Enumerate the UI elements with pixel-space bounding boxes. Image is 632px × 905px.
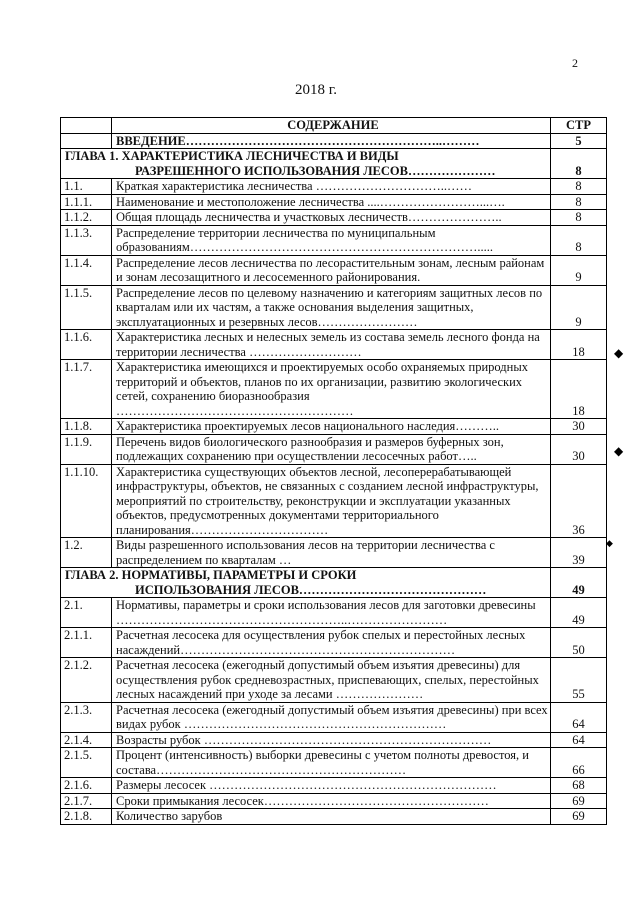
table-row: [61, 702, 607, 732]
section-page: 30: [551, 419, 607, 435]
section-title: ВВЕДЕНИЕ……………………………………………………..………: [112, 133, 551, 149]
section-title: Процент (интенсивность) выборки древесины с учетом полноты древостоя, и состава……………………………………………………: [112, 748, 551, 778]
section-title: Характеристика лесных и нелесных земель из состава земель лесного фонда на территории лесничества ………………………: [112, 330, 551, 360]
section-page: 68: [551, 778, 607, 794]
contents-table: [60, 117, 607, 825]
section-number: 2.1.6.: [61, 778, 112, 794]
section-title: Перечень видов биологического разнообразия и размеров буферных зон, подлежащих сохранению при осуществлении лесосечных работ…..: [112, 434, 551, 464]
chapter-row: [61, 149, 607, 179]
section-title: Характеристика существующих объектов лесной, лесоперерабатывающей инфраструктуры, объектов, не связанных с созданием лесной инфраструктуры, мероприятий по строительству, реконструкции и эксплуатации указанных объектов, предусмотренных документами территориального планирования……………………………: [112, 464, 551, 538]
section-page: 9: [551, 285, 607, 330]
section-number: 1.1.7.: [61, 360, 112, 419]
scan-speck: ◆: [614, 346, 624, 360]
section-title: Размеры лесосек ……………………………………………………………: [112, 778, 551, 794]
scan-speck: ◆: [606, 538, 613, 548]
table-row: [61, 778, 607, 794]
table-row: [61, 419, 607, 435]
section-number: 2.1.5.: [61, 748, 112, 778]
section-number: 1.1.10.: [61, 464, 112, 538]
section-title: [61, 149, 551, 179]
section-title: Возрасты рубок ……………………………………………………………: [112, 732, 551, 748]
chapter-row: [61, 133, 607, 149]
section-page: 8: [551, 179, 607, 195]
section-number: 1.1.9.: [61, 434, 112, 464]
header-title: СОДЕРЖАНИЕ: [112, 118, 551, 134]
table-row: [61, 194, 607, 210]
section-page: 49: [551, 598, 607, 628]
section-title: Виды разрешенного использования лесов на территории лесничества с распределением по кварталам …: [112, 538, 551, 568]
section-page: 18: [551, 330, 607, 360]
section-page: 8: [551, 194, 607, 210]
section-page: 49: [551, 568, 607, 598]
section-title: Нормативы, параметры и сроки использования лесов для заготовки древесины ………………………………………………..……………………: [112, 598, 551, 628]
table-row: [61, 598, 607, 628]
table-row: [61, 748, 607, 778]
section-number: 1.1.2.: [61, 210, 112, 226]
section-number: 2.1.2.: [61, 658, 112, 703]
section-title: Расчетная лесосека (ежегодный допустимый объем изъятия древесины) для осуществления рубок средневозрастных, приспевающих, спелых, перестойных лесных насаждений при уходе за лесами …………………: [112, 658, 551, 703]
section-title: Сроки примыкания лесосек………………………………………………: [112, 793, 551, 809]
page-number: 2: [572, 56, 578, 70]
table-row: [61, 285, 607, 330]
section-page: 30: [551, 434, 607, 464]
section-title: Количество зарубов: [112, 809, 551, 825]
section-title: Характеристика проектируемых лесов национального наследия………..: [112, 419, 551, 435]
section-number: 1.1.3.: [61, 225, 112, 255]
section-page: 69: [551, 809, 607, 825]
section-page: 18: [551, 360, 607, 419]
header-number-cell: [61, 118, 112, 134]
section-number: [61, 133, 112, 149]
section-title: Распределение территории лесничества по муниципальным образованиям…………………………………………………………….....: [112, 225, 551, 255]
section-page: 36: [551, 464, 607, 538]
table-row: [61, 330, 607, 360]
section-page: 39: [551, 538, 607, 568]
table-row: [61, 434, 607, 464]
section-title: Распределение лесов по целевому назначению и категориям защитных лесов по кварталам или их частям, а также основания выделения защитных, эксплуатационных и резервных лесов……………………: [112, 285, 551, 330]
section-page: 9: [551, 255, 607, 285]
table-row: [61, 538, 607, 568]
scan-speck: ◆: [614, 444, 624, 458]
chapter-row: [61, 568, 607, 598]
chapter-title-line2: ИСПОЛЬЗОВАНИЯ ЛЕСОВ………………………………………: [135, 582, 487, 597]
section-page: 8: [551, 225, 607, 255]
table-header-row: [61, 118, 607, 134]
section-title: [61, 568, 551, 598]
section-number: 1.1.5.: [61, 285, 112, 330]
section-title: Расчетная лесосека для осуществления рубок спелых и перестойных лесных насаждений…………………………………………………………: [112, 628, 551, 658]
section-page: 5: [551, 133, 607, 149]
table-row: [61, 179, 607, 195]
table-row: [61, 658, 607, 703]
section-number: 1.1.: [61, 179, 112, 195]
chapter-title-line1: ГЛАВА 1. ХАРАКТЕРИСТИКА ЛЕСНИЧЕСТВА И ВИДЫ: [65, 149, 399, 163]
table-row: [61, 225, 607, 255]
section-number: 2.1.3.: [61, 702, 112, 732]
section-number: 1.2.: [61, 538, 112, 568]
section-title: Краткая характеристика лесничества …………………………..……: [112, 179, 551, 195]
header-page: СТР: [551, 118, 607, 134]
table-row: [61, 628, 607, 658]
section-page: 50: [551, 628, 607, 658]
table-row: [61, 360, 607, 419]
section-number: 2.1.: [61, 598, 112, 628]
section-page: 8: [551, 210, 607, 226]
section-page: 66: [551, 748, 607, 778]
section-number: 1.1.4.: [61, 255, 112, 285]
table-row: [61, 464, 607, 538]
section-number: 1.1.8.: [61, 419, 112, 435]
section-title: Расчетная лесосека (ежегодный допустимый объем изъятия древесины) при всех видах рубок ………………………………………………………: [112, 702, 551, 732]
section-page: 69: [551, 793, 607, 809]
section-page: 55: [551, 658, 607, 703]
section-page: 64: [551, 732, 607, 748]
chapter-title-line2: РАЗРЕШЕННОГО ИСПОЛЬЗОВАНИЯ ЛЕСОВ…………………: [135, 163, 496, 178]
section-title: Характеристика имеющихся и проектируемых особо охраняемых природных территорий и объектов, планов по их организации, развитию экологических сетей, сохранению биоразнообразия …………………………………………………: [112, 360, 551, 419]
chapter-title-line1: ГЛАВА 2. НОРМАТИВЫ, ПАРАМЕТРЫ И СРОКИ: [65, 568, 357, 582]
table-row: [61, 255, 607, 285]
section-title: Общая площадь лесничества и участковых лесничеств…………………..: [112, 210, 551, 226]
table-row: [61, 732, 607, 748]
section-page: 64: [551, 702, 607, 732]
section-number: 1.1.1.: [61, 194, 112, 210]
document-year: 2018 г.: [295, 82, 337, 98]
section-number: 2.1.7.: [61, 793, 112, 809]
section-number: 2.1.8.: [61, 809, 112, 825]
table-row: [61, 210, 607, 226]
section-number: 2.1.4.: [61, 732, 112, 748]
section-title: Наименование и местоположение лесничества ....……………………...….: [112, 194, 551, 210]
section-page: 8: [551, 149, 607, 179]
section-title: Распределение лесов лесничества по лесорастительным зонам, лесным районам и зонам лесозащитного и лесосеменного районирования.: [112, 255, 551, 285]
table-row: [61, 793, 607, 809]
section-number: 1.1.6.: [61, 330, 112, 360]
table-row: [61, 809, 607, 825]
section-number: 2.1.1.: [61, 628, 112, 658]
